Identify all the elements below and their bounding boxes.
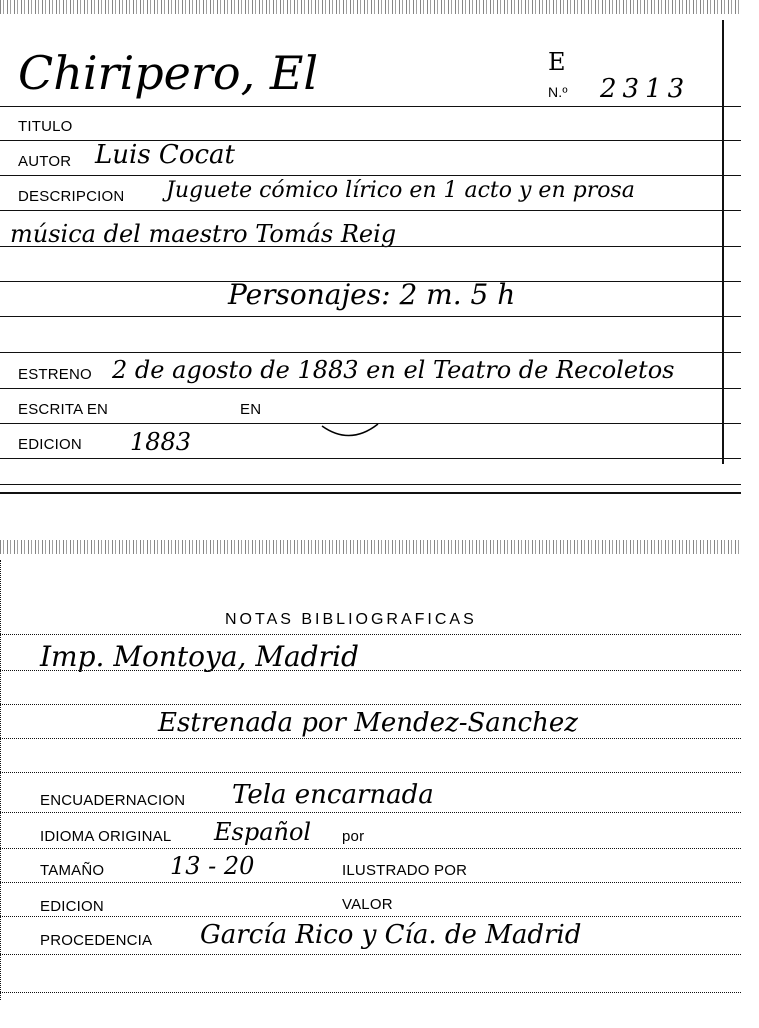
- line: [0, 670, 741, 671]
- tamano-label: TAMAÑO: [40, 862, 105, 879]
- descripcion-label: DESCRIPCION: [18, 188, 125, 205]
- line: [0, 484, 741, 485]
- card-bottom-edge: [0, 492, 741, 494]
- valor-label: VALOR: [342, 896, 393, 913]
- card-top-edge: [0, 540, 741, 554]
- line: [0, 388, 741, 389]
- idioma-original-label: IDIOMA ORIGINAL: [40, 828, 172, 845]
- en-label: EN: [240, 401, 262, 418]
- autor-label: AUTOR: [18, 153, 72, 170]
- line: [0, 210, 741, 211]
- notas-heading: NOTAS BIBLIOGRAFICAS: [225, 611, 477, 628]
- autor-value: Luis Cocat: [95, 140, 235, 170]
- line: [0, 634, 741, 635]
- procedencia-label: PROCEDENCIA: [40, 932, 153, 949]
- procedencia-value: García Rico y Cía. de Madrid: [200, 920, 582, 950]
- note-line-2: Estrenada por Mendez-Sanchez: [158, 708, 578, 738]
- edicion-back-label: EDICION: [40, 898, 104, 915]
- card-top-edge: [0, 0, 741, 14]
- edicion-value: 1883: [130, 428, 192, 456]
- line: [0, 992, 741, 993]
- line: [0, 704, 741, 705]
- titulo-label: TITULO: [18, 118, 73, 135]
- personajes-value: Personajes: 2 m. 5 h: [228, 278, 516, 311]
- catalog-card-back: [0, 540, 741, 1010]
- encuadernacion-value: Tela encarnada: [232, 780, 434, 810]
- ink-stroke-mark: [320, 420, 380, 444]
- card-right-edge: [722, 20, 724, 464]
- line: [0, 848, 741, 849]
- line: [0, 352, 741, 353]
- line: [0, 458, 741, 459]
- line: [0, 106, 741, 107]
- card-left-edge: [0, 560, 3, 1000]
- line: [0, 175, 741, 176]
- line: [0, 812, 741, 813]
- title-handwritten: Chiripero, El: [18, 46, 319, 100]
- corner-mark: E: [548, 48, 566, 76]
- line: [0, 246, 741, 247]
- encuadernacion-label: ENCUADERNACION: [40, 792, 186, 809]
- catalog-card-front: [0, 0, 741, 494]
- tamano-value: 13 - 20: [170, 852, 255, 880]
- number-label: N.º: [548, 84, 568, 100]
- note-line-1: Imp. Montoya, Madrid: [40, 640, 359, 673]
- estreno-label: ESTRENO: [18, 366, 92, 383]
- escrita-en-label: ESCRITA EN: [18, 401, 109, 418]
- descripcion-value-line2: música del maestro Tomás Reig: [10, 220, 397, 248]
- estreno-value: 2 de agosto de 1883 en el Teatro de Recoletos: [112, 356, 675, 384]
- line: [0, 882, 741, 883]
- edicion-label: EDICION: [18, 436, 82, 453]
- line: [0, 916, 741, 917]
- line: [0, 954, 741, 955]
- number-value: 2313: [600, 74, 691, 104]
- idioma-original-value: Español: [214, 818, 312, 846]
- ilustrado-por-label: ILUSTRADO POR: [342, 862, 468, 879]
- line: [0, 772, 741, 773]
- line: [0, 316, 741, 317]
- line: [0, 738, 741, 739]
- descripcion-value-line1: Juguete cómico lírico en 1 acto y en prosa: [166, 178, 635, 203]
- por-label: por: [342, 828, 365, 845]
